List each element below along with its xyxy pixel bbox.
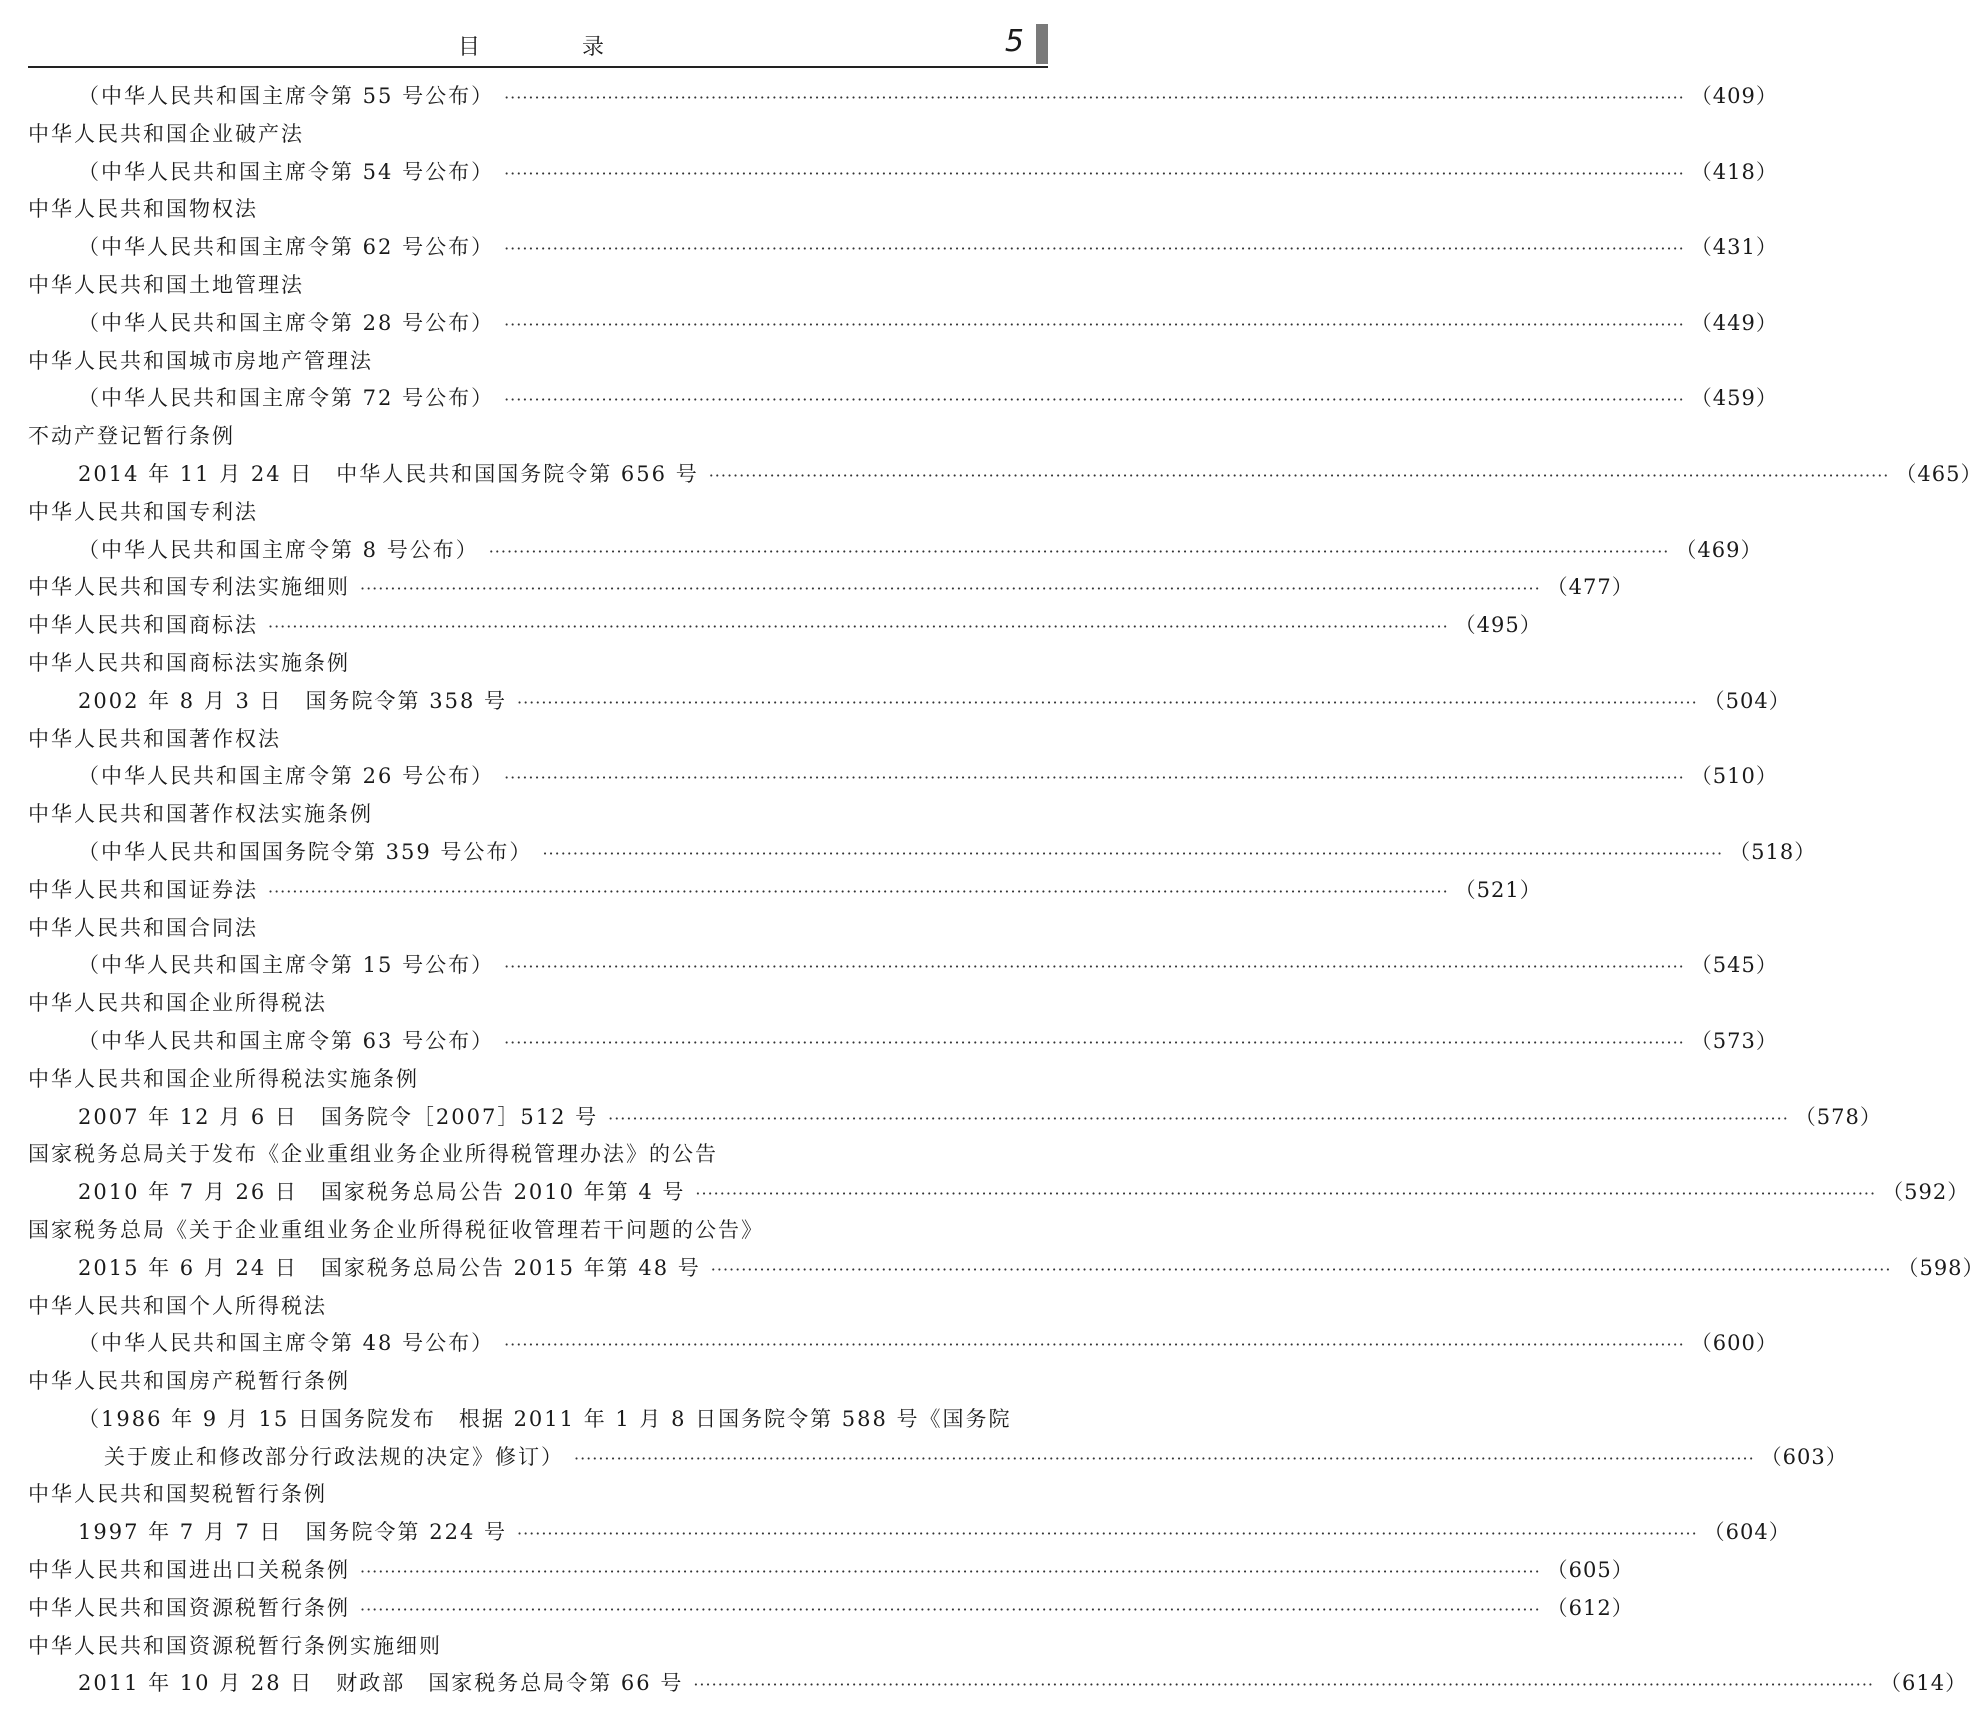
toc-entry-title: （中华人民共和国主席令第 63 号公布） [78, 1028, 495, 1053]
toc-entry[interactable] [28, 1061, 1048, 1099]
toc-entry-page: （ 612 ） [1547, 1590, 1634, 1628]
toc-entry-title: 不动产登记暂行条例 [28, 424, 235, 449]
toc-entry-title: 中华人民共和国企业破产法 [28, 121, 304, 146]
toc-entry-page: （ 495 ） [1455, 607, 1542, 645]
toc-entry[interactable] [28, 1212, 1048, 1250]
toc-entry[interactable] [28, 1590, 1612, 1628]
toc-entry[interactable] [28, 267, 1048, 305]
toc-entry-page: （ 600 ） [1691, 1325, 1778, 1363]
toc-entry-page: （ 409 ） [1691, 78, 1778, 116]
toc-entry-title: 中华人民共和国专利法实施细则 [28, 575, 350, 600]
toc-entry-title: （中华人民共和国主席令第 72 号公布） [78, 386, 495, 411]
toc-entry[interactable] [28, 872, 1520, 910]
toc-entry-title: 国家税务总局关于发布《企业重组业务企业所得税管理办法》的公告 [28, 1142, 718, 1167]
toc-entry-title: （中华人民共和国主席令第 48 号公布） [78, 1331, 495, 1356]
toc-entry[interactable] [28, 456, 1961, 494]
toc-entry-title: 2014 年 11 月 24 日 中华人民共和国国务院令第 656 号 [78, 461, 699, 486]
toc-entry-page: （ 614 ） [1880, 1665, 1967, 1703]
toc-entry-page: （ 504 ） [1704, 683, 1791, 721]
toc-entry-page: （ 418 ） [1691, 154, 1778, 192]
toc-entry[interactable] [28, 758, 1756, 796]
dot-leader [574, 1440, 1755, 1478]
dot-leader [709, 457, 1890, 495]
toc-entry-title: 中华人民共和国证券法 [28, 877, 258, 902]
toc-entry-page: （ 510 ） [1691, 758, 1778, 796]
dot-leader [693, 1666, 1874, 1704]
toc-entry-page: （ 459 ） [1691, 380, 1778, 418]
toc-entry-title: 中华人民共和国进出口关税条例 [28, 1558, 350, 1583]
toc-entry[interactable] [28, 532, 1741, 570]
toc-entry[interactable] [28, 1099, 1860, 1137]
toc-entry[interactable] [28, 985, 1048, 1023]
dot-leader [504, 306, 1685, 344]
toc-entry-page: （ 605 ） [1547, 1552, 1634, 1590]
toc-entry[interactable] [28, 1174, 1948, 1212]
page-number: 5 [1004, 24, 1024, 59]
toc-entry[interactable] [28, 645, 1048, 683]
toc-entry[interactable] [28, 607, 1520, 645]
toc-entry-title: 中华人民共和国资源税暂行条例实施细则 [28, 1633, 442, 1658]
dot-leader [504, 948, 1685, 986]
dot-leader [504, 759, 1685, 797]
toc-entry[interactable] [28, 796, 1048, 834]
toc-entry-title: 中华人民共和国著作权法实施条例 [28, 802, 373, 827]
toc-entry[interactable] [28, 1136, 1048, 1174]
dot-leader [517, 1515, 1698, 1553]
toc-entry[interactable] [28, 1439, 1826, 1477]
toc-entry[interactable] [28, 947, 1756, 985]
dot-leader [489, 533, 1670, 571]
dot-leader [504, 381, 1685, 419]
dot-leader [608, 1100, 1789, 1138]
toc-entry-title: 1997 年 7 月 7 日 国务院令第 224 号 [78, 1520, 507, 1545]
toc-entry[interactable] [28, 1288, 1048, 1326]
toc-entry-title: （中华人民共和国主席令第 15 号公布） [78, 953, 495, 978]
dot-leader [517, 684, 1698, 722]
toc-entry-title: 中华人民共和国商标法 [28, 613, 258, 638]
toc-entry-page: （ 431 ） [1691, 229, 1778, 267]
toc-entry-title: 中华人民共和国土地管理法 [28, 272, 304, 297]
toc-entry[interactable] [28, 418, 1048, 456]
toc-entry[interactable] [28, 116, 1048, 154]
toc-entry-title: 关于废止和修改部分行政法规的决定》修订） [104, 1444, 564, 1469]
table-of-contents [28, 78, 1963, 1703]
dot-leader [504, 1326, 1685, 1364]
toc-entry-page: （ 477 ） [1547, 569, 1634, 607]
toc-entry-title: （中华人民共和国主席令第 28 号公布） [78, 310, 495, 335]
toc-entry[interactable] [28, 1401, 1048, 1439]
toc-entry[interactable] [28, 494, 1048, 532]
toc-entry-title: （中华人民共和国主席令第 62 号公布） [78, 235, 495, 260]
toc-entry-title: 中华人民共和国个人所得税法 [28, 1293, 327, 1318]
toc-entry-title: （中华人民共和国主席令第 54 号公布） [78, 159, 495, 184]
toc-entry-title: 中华人民共和国房产税暂行条例 [28, 1369, 350, 1394]
dot-leader [268, 873, 1449, 911]
toc-entry[interactable] [28, 721, 1048, 759]
toc-entry[interactable] [28, 1552, 1612, 1590]
header-rule [28, 66, 1048, 68]
page-header [28, 24, 1048, 68]
dot-leader [504, 1024, 1685, 1062]
toc-entry[interactable] [28, 154, 1756, 192]
dot-leader [711, 1251, 1892, 1289]
toc-entry-page: （ 592 ） [1882, 1174, 1969, 1212]
toc-entry-title: （1986 年 9 月 15 日国务院发布 根据 2011 年 1 月 8 日国务院令第 588 号《国务院 [78, 1406, 1012, 1431]
dot-leader [360, 1591, 1541, 1629]
toc-entry[interactable] [28, 1023, 1756, 1061]
toc-entry-page: （ 578 ） [1795, 1099, 1882, 1137]
toc-entry-title: （中华人民共和国国务院令第 359 号公布） [78, 839, 533, 864]
toc-entry[interactable] [28, 569, 1612, 607]
toc-entry-title: （中华人民共和国主席令第 26 号公布） [78, 764, 495, 789]
toc-entry-page: （ 518 ） [1729, 834, 1816, 872]
toc-entry[interactable] [28, 229, 1756, 267]
toc-entry[interactable] [28, 1628, 1048, 1666]
toc-entry[interactable] [28, 1363, 1048, 1401]
toc-entry[interactable] [28, 305, 1756, 343]
toc-entry-title: 2010 年 7 月 26 日 国家税务总局公告 2010 年第 4 号 [78, 1180, 686, 1205]
toc-entry[interactable] [28, 1325, 1756, 1363]
header-edge-bar [1036, 24, 1048, 64]
dot-leader [504, 230, 1685, 268]
toc-entry-title: （中华人民共和国主席令第 55 号公布） [78, 84, 495, 108]
toc-entry-page: （ 449 ） [1691, 305, 1778, 343]
toc-entry[interactable] [28, 191, 1048, 229]
toc-entry-page: （ 573 ） [1691, 1023, 1778, 1061]
toc-entry-title: （中华人民共和国主席令第 8 号公布） [78, 537, 479, 562]
toc-entry-page: （ 545 ） [1691, 947, 1778, 985]
toc-entry-title: 中华人民共和国契税暂行条例 [28, 1482, 327, 1507]
toc-entry-page: （ 521 ） [1455, 872, 1542, 910]
toc-entry-title: 中华人民共和国商标法实施条例 [28, 650, 350, 675]
toc-entry-title: 中华人民共和国企业所得税法实施条例 [28, 1066, 419, 1091]
header-title: 目 录 [458, 35, 645, 60]
toc-entry-page: （ 603 ） [1761, 1439, 1848, 1477]
toc-entry-title: 中华人民共和国著作权法 [28, 726, 281, 751]
toc-entry[interactable] [28, 834, 1795, 872]
dot-leader [360, 1553, 1541, 1591]
toc-entry[interactable] [28, 910, 1048, 948]
toc-entry-title: 2007 年 12 月 6 日 国务院令［2007］512 号 [78, 1104, 599, 1129]
dot-leader [695, 1175, 1876, 1213]
toc-entry-title: 中华人民共和国物权法 [28, 197, 258, 222]
dot-leader [542, 835, 1723, 873]
toc-entry[interactable] [28, 1476, 1048, 1514]
toc-entry[interactable] [28, 1250, 1963, 1288]
toc-entry[interactable] [28, 343, 1048, 381]
toc-entry-title: 中华人民共和国专利法 [28, 499, 258, 524]
toc-entry-title: 中华人民共和国企业所得税法 [28, 991, 327, 1016]
toc-entry-title: 2011 年 10 月 28 日 财政部 国家税务总局令第 66 号 [78, 1671, 684, 1696]
dot-leader [504, 79, 1685, 117]
toc-entry-title: 中华人民共和国合同法 [28, 915, 258, 940]
dot-leader [268, 608, 1449, 646]
toc-entry-page: （ 604 ） [1704, 1514, 1791, 1552]
toc-entry[interactable] [28, 683, 1769, 721]
toc-entry-title: 2002 年 8 月 3 日 国务院令第 358 号 [78, 688, 507, 713]
dot-leader [504, 155, 1685, 193]
toc-entry-page: （ 598 ） [1897, 1250, 1984, 1288]
toc-entry-title: 中华人民共和国资源税暂行条例 [28, 1595, 350, 1620]
toc-entry-page: （ 469 ） [1675, 532, 1762, 570]
toc-entry-title: 中华人民共和国城市房地产管理法 [28, 348, 373, 373]
dot-leader [360, 570, 1541, 608]
toc-entry-title: 国家税务总局《关于企业重组业务企业所得税征收管理若干问题的公告》 [28, 1217, 764, 1242]
toc-entry-title: 2015 年 6 月 24 日 国家税务总局公告 2015 年第 48 号 [78, 1255, 701, 1280]
toc-entry[interactable] [28, 78, 1756, 116]
toc-entry-page: （ 465 ） [1895, 456, 1982, 494]
toc-entry[interactable] [28, 380, 1756, 418]
toc-entry[interactable] [28, 1665, 1946, 1703]
toc-entry[interactable] [28, 1514, 1769, 1552]
